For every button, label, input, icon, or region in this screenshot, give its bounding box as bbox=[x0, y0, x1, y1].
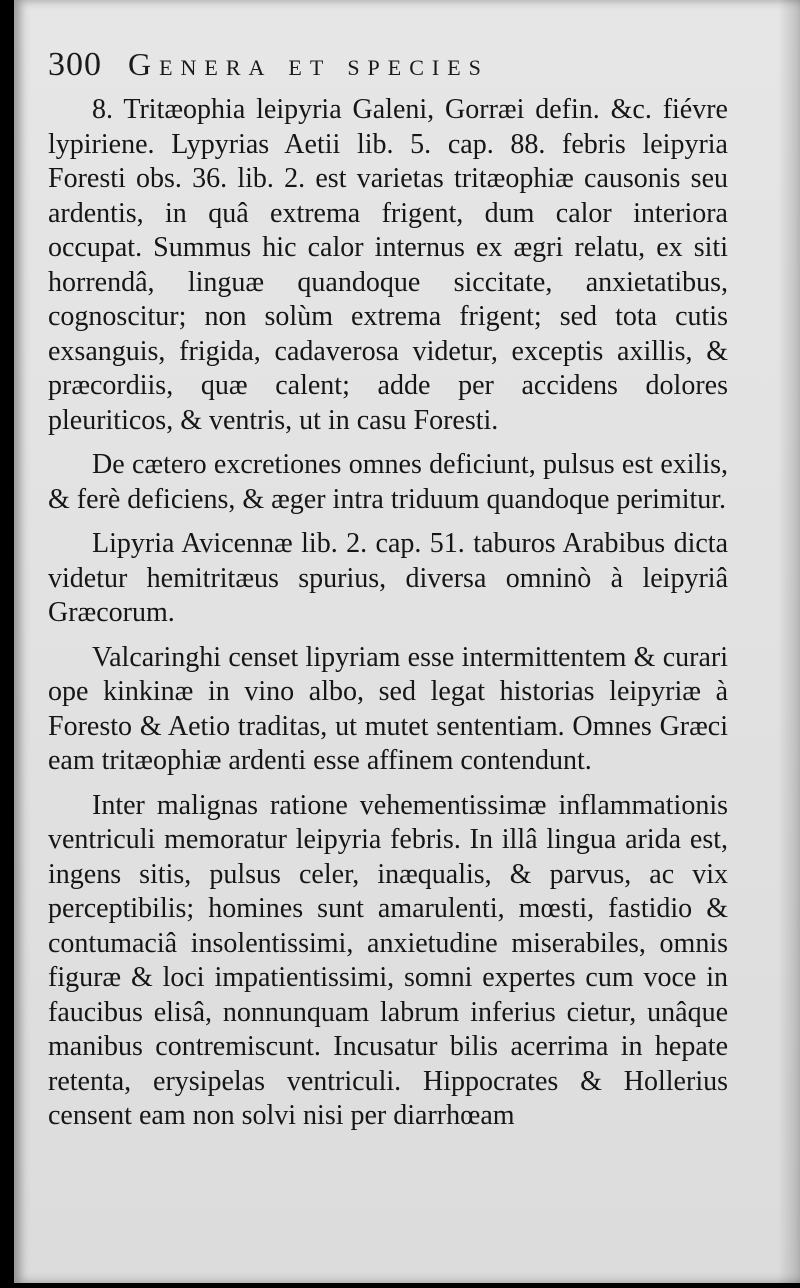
book-page bbox=[14, 0, 800, 1283]
page-number: 300 bbox=[48, 46, 102, 83]
paragraph-excretions: De cætero excretiones omnes deficiunt, pulsus est exilis, & ferè deficiens, & æger intra triduum quandoque perimitur. bbox=[48, 449, 728, 515]
running-head bbox=[48, 46, 768, 96]
paragraph-leipyria-definition: 8. Tritæophia leipyria Galeni, Gorræi defin. &c. fiévre lypiriene. Lypyrias Aetii lib. 5. cap. 88. febris leipyria Foresti obs. 36. lib. 2. est varietas tritæophiæ causonis seu ardentis, in quâ extrema frigent, dum calor interiora occupat. Summus hic calor internus ex ægri relatu, ex siti horrendâ, linguæ quandoque siccitate, anxietatibus, cognoscitur; non solùm extrema frigent; sed tota cutis exsanguis, frigida, cadaverosa videtur, exceptis axillis, & præcordiis, quæ calent; adde per accidens dolores pleuriticos, & ventris, ut in casu Foresti. bbox=[48, 94, 728, 436]
body-text bbox=[48, 93, 728, 1144]
paragraph-malignant-fevers: Inter malignas ratione vehementissimæ inflammationis ventriculi memoratur leipyria febris. In illâ lingua arida est, ingens sitis, pulsus celer, inæqualis, & parvus, ac vix perceptibilis; homines sunt amarulenti, mœsti, fastidio & contumaciâ insolentissimi, anxietudine miserabiles, omnis figuræ & loci impatientissimi, somni expertes cum voce in faucibus elisâ, nonnunquam labrum inferius cietur, unâque manibus contremiscunt. Incusatur bilis acerrima in hepate retenta, erysipelas ventriculi. Hippocrates & Hollerius censent eam non solvi nisi per diarrhœam bbox=[48, 789, 728, 1131]
paragraph-valcaringhi: Valcaringhi censet lipyriam esse intermittentem & curari ope kinkinæ in vino albo, sed legat historias leipyriæ à Foresto & Aetio traditas, ut mutet sententiam. Omnes Græci eam tritæophiæ ardenti esse affinem contendunt. bbox=[48, 641, 728, 776]
paragraph-avicenna: Lipyria Avicennæ lib. 2. cap. 51. taburos Arabibus dicta videtur hemitritæus spurius, diversa omninò à leipyriâ Græcorum. bbox=[48, 528, 728, 628]
running-title: Genera et species bbox=[128, 46, 489, 82]
